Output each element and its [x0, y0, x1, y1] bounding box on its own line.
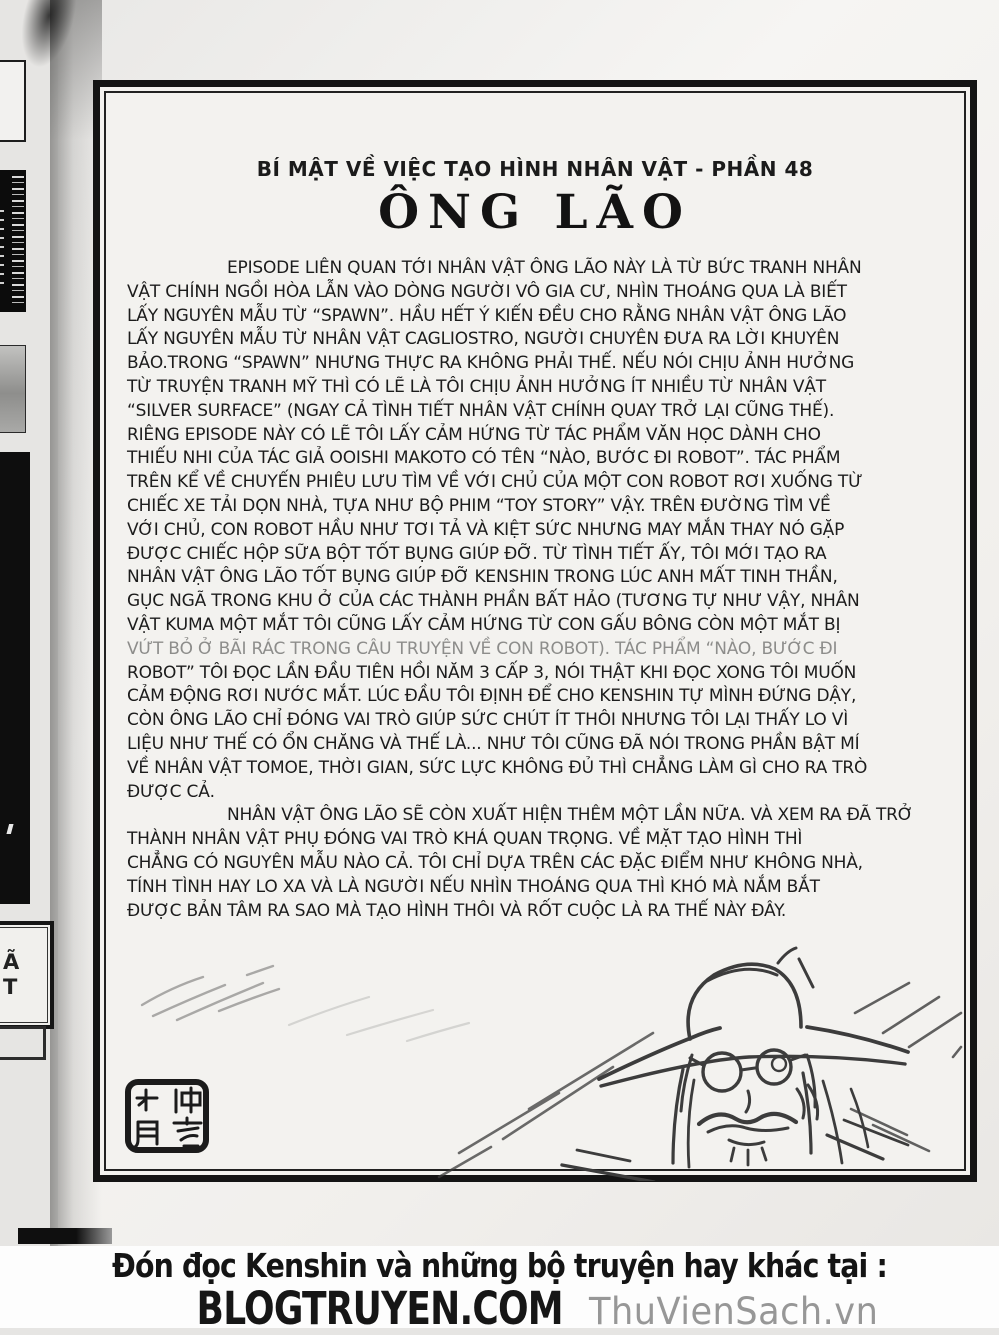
left-page-outline-box	[0, 1026, 46, 1060]
article-body	[127, 257, 949, 923]
footer-banner	[0, 1246, 999, 1335]
promo-text: Đón đọc Kenshin và những bộ truyện hay khác tại :	[112, 1246, 887, 1285]
body-text-line: GỤC NGÃ TRONG KHU Ở CỦA CÁC THÀNH PHẦN BẤT HẢO (TƯƠNG TỰ NHƯ VẬY, NHÂN	[127, 591, 860, 612]
series-note: BÍ MẬT VỀ VIỆC TẠO HÌNH NHÂN VẬT - PHẦN 48	[256, 157, 814, 181]
body-text-line: TỪ TRUYỆN TRANH MỸ THÌ CÓ LẼ LÀ TÔI CHỊU ẢNH HƯỞNG ÍT NHIỀU TỪ NHÂN VẬT	[127, 376, 826, 397]
body-text-line: THÀNH NHÂN VẬT PHỤ ĐÓNG VAI TRÒ KHÁ QUAN TRỌNG. VỀ MẶT TẠO HÌNH THÌ	[127, 829, 803, 850]
left-page-panel-top	[0, 60, 26, 142]
caption-box-inner	[0, 927, 48, 1023]
body-text-line: ĐƯỢC BẢN TÂM RA SAO MÀ TẠO HÌNH THÔI VÀ RỐT CUỘC LÀ RA THẾ NÀY ĐÂY.	[127, 900, 787, 921]
left-edge-black-bar	[18, 1228, 112, 1244]
body-text-line: CHIẾC XE TẢI DỌN NHÀ, TỰA NHƯ BỘ PHIM “TOY STORY” VẬY. TRÊN ĐƯỜNG TÌM VỀ	[127, 495, 831, 516]
stripe-texture	[0, 210, 4, 290]
page-title: ÔNG LÃO	[378, 185, 692, 240]
body-text-line: VỀ NHÂN VẬT TOMOE, THỜI GIAN, SỨC LỰC KHÔNG ĐỦ THÌ CHẲNG LÀM GÌ CHO RA TRÒ	[127, 757, 868, 778]
body-text-line: ROBOT” TÔI ĐỌC LẦN ĐẦU TIÊN HỒI NĂM 3 CẤP 3, NÓI THẬT KHI ĐỌC XONG TÔI MUỐN	[127, 662, 857, 683]
body-text-line: LIỆU NHƯ THẾ CÓ ỔN CHĂNG VÀ THẾ LÀ... NHƯ TÔI CŨNG ĐÃ NÓI TRONG PHẦN BẬT MÍ	[127, 733, 860, 754]
body-text-line: NHÂN VẬT ÔNG LÃO SẼ CÒN XUẤT HIỆN THÊM MỘT LẦN NỮA. VÀ XEM RA ĐÃ TRỞ	[227, 805, 914, 826]
artist-seal-stamp	[124, 1078, 210, 1154]
body-text-line: NHÂN VẬT ÔNG LÃO TỐT BỤNG GIÚP ĐỠ KENSHIN TRONG LÚC ANH MẤT TINH THẦN,	[127, 567, 838, 588]
body-text-line: BẢO.TRONG “SPAWN” NHƯNG THỰC RA KHÔNG PHẢI THẾ. NẾU NÓI CHỊU ẢNH HƯỞNG	[127, 353, 855, 374]
body-text-line: TÍNH TÌNH HAY LO XA VÀ LÀ NGƯỜI NẾU NHÌN THOÁNG QUA THÌ KHÓ MÀ NẮM BẮT	[127, 876, 820, 897]
body-text-line: LẤY NGUYÊN MẪU TỪ NHÂN VẬT CAGLIOSTRO, NGƯỜI CHUYÊN ĐƯA RA LỜI KHUYÊN	[127, 329, 840, 350]
body-text-line: ĐƯỢC CẢ.	[127, 781, 215, 802]
body-text-line: VẬT KUMA MỘT MẮT TÔI CŨNG LẤY CẢM HỨNG TỪ CON GẤU BÔNG CÒN MỘT MẮT BỊ	[127, 614, 841, 635]
body-text-line: LẤY NGUYÊN MẪU TỪ “SPAWN”. HẦU HẾT Ý KIẾN ĐỀU CHO RẰNG NHÂN VẬT ÔNG LÃO	[127, 305, 847, 326]
left-page-panel-gray	[0, 345, 26, 433]
site-blogtruyen: BLOGTRUYEN.COM	[196, 1282, 564, 1335]
oldman-sketch	[107, 939, 969, 1181]
body-text-line: VỚI CHỦ, CON ROBOT HẦU NHƯ TƠI TẢ VÀ KIỆT SỨC NHƯNG MAY MẮN THAY NÓ GẶP	[127, 519, 845, 540]
body-text-line: CÒN ÔNG LÃO CHỈ ĐÓNG VAI TRÒ GIÚP SỨC CHÚT ÍT THÔI NHƯNG TÔI LẠI THẤY LO VÌ	[127, 710, 849, 731]
article-box	[93, 80, 977, 1182]
left-page-panel-striped	[0, 170, 26, 312]
body-text-line: VẬT CHÍNH NGỒI HÒA LẪN VÀO DÒNG NGƯỜI VÔ GIA CƯ, NHÌN THOÁNG QUA LÀ BIẾT	[127, 281, 847, 302]
white-mark	[0, 824, 21, 834]
body-text-line: EPISODE LIÊN QUAN TỚI NHÂN VẬT ÔNG LÃO NÀY LÀ TỪ BỨC TRANH NHÂN	[227, 258, 862, 278]
body-text-line: “SILVER SURFACE” (NGAY CẢ TÌNH TIẾT NHÂN VẬT CHÍNH QUAY TRỞ LẠI CŨNG THẾ).	[127, 400, 835, 421]
partial-letter: T	[3, 975, 18, 999]
body-text-line: CẢM ĐỘNG RƠI NƯỚC MẮT. LÚC ĐẦU TÔI ĐỊNH ĐỂ CHO KENSHIN TỰ MÌNH ĐỨNG DẬY,	[127, 686, 857, 707]
body-text-line: THIẾU NHI CỦA TÁC GIẢ OOISHI MAKOTO CÓ TÊN “NÀO, BƯỚC ĐI ROBOT”. TÁC PHẨM	[127, 448, 841, 469]
body-text-line: ĐƯỢC CHIẾC HỘP SỮA BỘT TỐT BỤNG GIÚP ĐỠ. TỪ TÌNH TIẾT ẤY, TÔI MỚI TẠO RA	[127, 543, 827, 564]
partial-letter: Ã	[3, 950, 20, 974]
body-text-line: VỨT BỎ Ở BÃI RÁC TRONG CÂU TRUYỆN VỀ CON ROBOT). TÁC PHẨM “NÀO, BƯỚC ĐI	[127, 638, 838, 659]
site-thuviensach: ThuVienSach.vn	[589, 1290, 879, 1333]
stripe-texture	[12, 176, 24, 306]
left-page-caption-box	[0, 921, 54, 1029]
left-page-panel-black	[0, 452, 30, 904]
body-text-line: TRÊN KỂ VỀ CHUYẾN PHIÊU LƯU TÌM VỀ VỚI CHỦ CỦA MỘT CON ROBOT RƠI XUỐNG TỪ	[127, 472, 863, 493]
body-text-line: RIÊNG EPISODE NÀY CÓ LẼ TÔI LẤY CẢM HỨNG TỪ TÁC PHẨM VĂN HỌC DÀNH CHO	[127, 424, 821, 445]
body-text-line: CHẲNG CÓ NGUYÊN MẪU NÀO CẢ. TÔI CHỈ DỰA TRÊN CÁC ĐẶC ĐIỂM NHƯ KHÔNG NHÀ,	[127, 852, 863, 873]
footer-sites	[0, 1282, 999, 1335]
